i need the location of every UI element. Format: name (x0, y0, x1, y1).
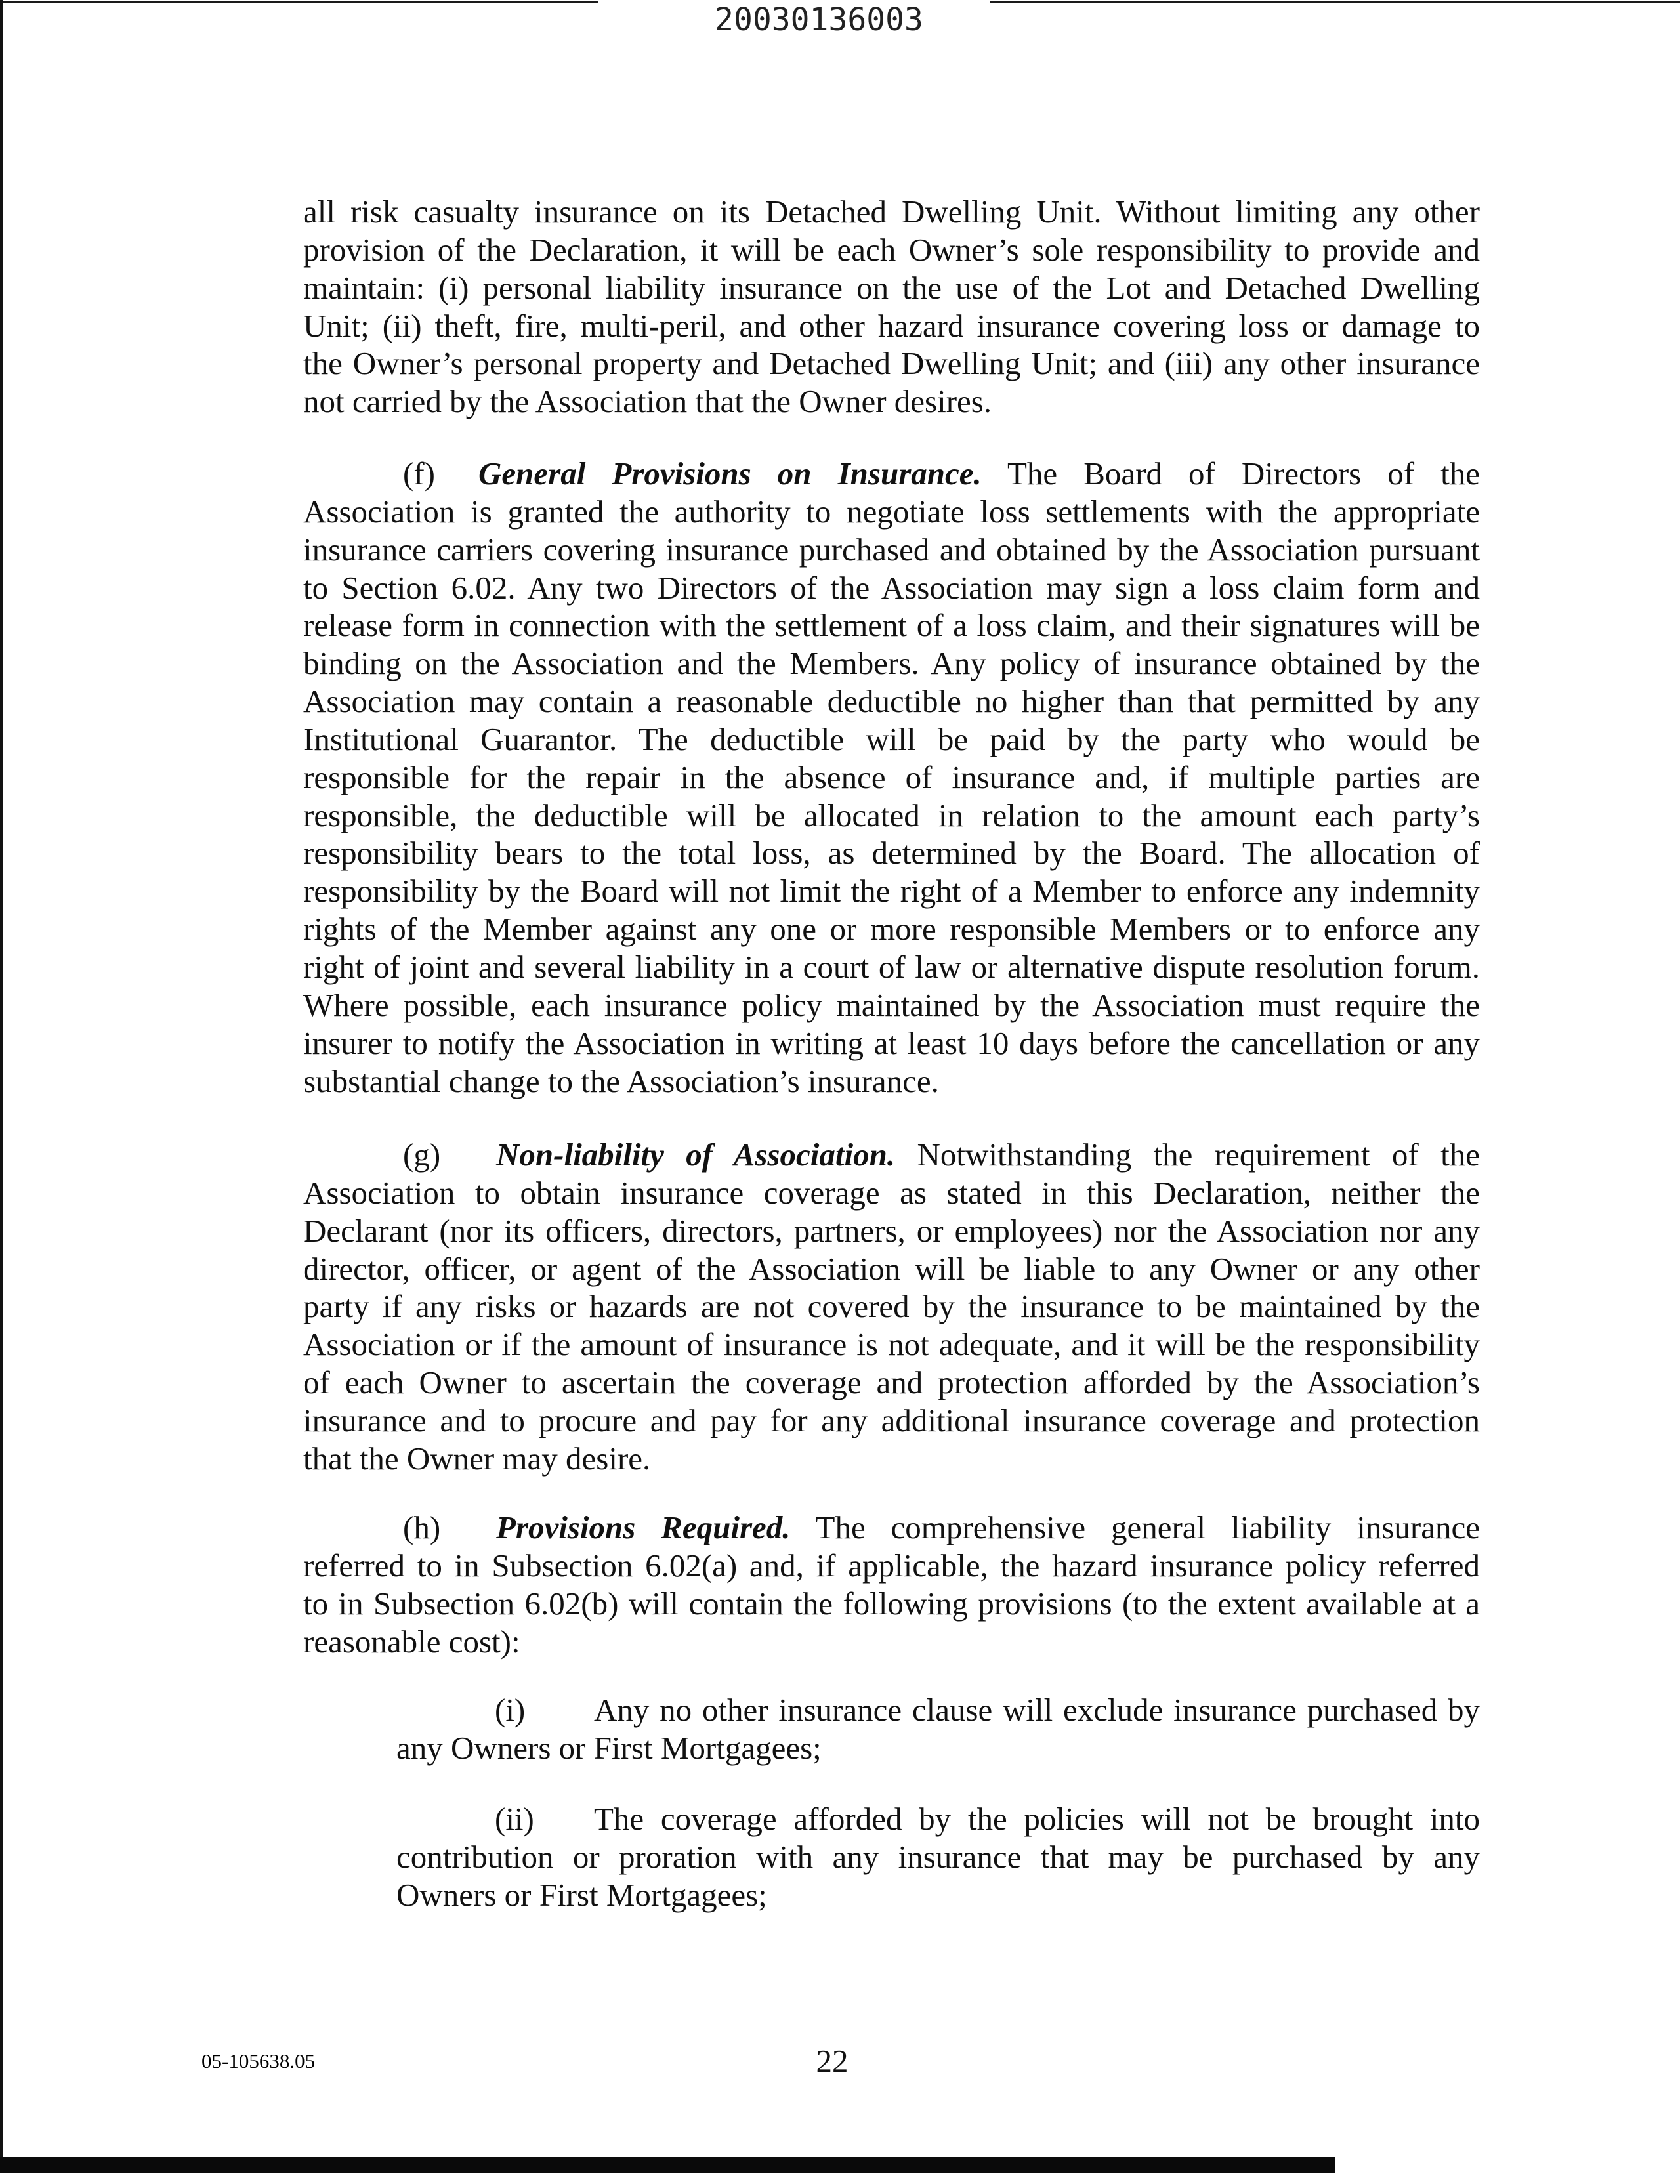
section-f-line: insurance carriers covering insurance purchased and obtained by the Association pursuant (303, 531, 1480, 568)
intro-line: the Owner’s personal property and Detached Dwelling Unit; and (iii) any other insurance (303, 345, 1480, 382)
section-g-line: Association or if the amount of insurance is not adequate, and it will be the responsibility (303, 1326, 1480, 1363)
intro-line: maintain: (i) personal liability insurance on the use of the Lot and Detached Dwelling (303, 269, 1480, 306)
section-g-first-line (303, 1136, 1480, 1174)
footer-document-id: 05-105638.05 (201, 2049, 316, 2072)
section-h-first-line-text: The comprehensive general liability insurance (815, 1509, 1480, 1545)
section-f-line: Institutional Guarantor. The deductible will be paid by the party who would be (303, 721, 1480, 757)
document-number: 20030136003 (715, 1, 923, 38)
intro-line: Unit; (ii) theft, fire, multi-peril, and other hazard insurance covering loss or damage to (303, 307, 1480, 344)
scan-bottom-bar (0, 2157, 1335, 2173)
section-g-line: that the Owner may desire. (303, 1440, 651, 1477)
item-i-first-line-text: Any no other insurance clause will exclude insurance purchased by (594, 1692, 1480, 1728)
item-ii-line: contribution or proration with any insurance that may be purchased by any (396, 1838, 1480, 1875)
section-h-heading: Provisions Required. (496, 1509, 791, 1545)
scan-edge-left (0, 0, 3, 2158)
section-g-line: Declarant (nor its officers, directors, partners, or employees) nor the Association nor any (303, 1212, 1480, 1249)
section-h-first-line (303, 1509, 1480, 1547)
top-rule-left (0, 1, 598, 3)
section-g-label: (g) (403, 1137, 441, 1173)
intro-line: all risk casualty insurance on its Detached Dwelling Unit. Without limiting any other (303, 194, 1480, 230)
item-i-paragraph (396, 1691, 1480, 1767)
item-i-label: (i) (495, 1692, 526, 1728)
section-h-line: reasonable cost): (303, 1623, 520, 1660)
item-i-line: any Owners or First Mortgagees; (396, 1729, 822, 1766)
section-g-heading: Non-liability of Association. (496, 1137, 896, 1173)
section-f-line: responsible, the deductible will be allocated in relation to the amount each party’s (303, 797, 1480, 833)
section-f-line: Association is granted the authority to negotiate loss settlements with the appropriate (303, 493, 1480, 530)
section-g-line: Association to obtain insurance coverage as stated in this Declaration, neither the (303, 1174, 1480, 1211)
intro-paragraph (303, 193, 1480, 421)
section-f-label: (f) (403, 455, 435, 492)
section-f-line: responsibility bears to the total loss, as determined by the Board. The allocation of (303, 835, 1480, 872)
section-h-label: (h) (403, 1509, 441, 1545)
item-i-first-line (396, 1691, 1480, 1729)
item-ii-first-line-text: The coverage afforded by the policies will not be brought into (594, 1801, 1480, 1837)
section-f-paragraph (303, 455, 1480, 1100)
section-h-line: referred to in Subsection 6.02(a) and, if applicable, the hazard insurance policy referred (303, 1547, 1480, 1584)
section-g-first-line-text: Notwithstanding the requirement of the (917, 1137, 1480, 1173)
section-f-line: responsibility by the Board will not limit the right of a Member to enforce any indemnity (303, 873, 1480, 910)
section-f-line: responsible for the repair in the absence of insurance and, if multiple parties are (303, 759, 1480, 795)
section-f-line: insurer to notify the Association in writing at least 10 days before the cancellation or any (303, 1024, 1480, 1061)
section-f-line: to Section 6.02. Any two Directors of the Association may sign a loss claim form and (303, 569, 1480, 606)
section-h-line: to in Subsection 6.02(b) will contain the following provisions (to the extent available at a (303, 1585, 1480, 1622)
section-g-line: director, officer, or agent of the Association will be liable to any Owner or any other (303, 1250, 1480, 1287)
item-ii-line: Owners or First Mortgagees; (396, 1876, 767, 1913)
section-f-first-line (303, 455, 1480, 493)
top-rule-right (990, 1, 1680, 3)
section-g-paragraph (303, 1136, 1480, 1478)
section-g-line: of each Owner to ascertain the coverage and protection afforded by the Association’s (303, 1364, 1480, 1401)
section-g-line: insurance and to procure and pay for any additional insurance coverage and protection (303, 1402, 1480, 1438)
section-h-paragraph (303, 1509, 1480, 1660)
intro-line: provision of the Declaration, it will be each Owner’s sole responsibility to provide and (303, 231, 1480, 268)
intro-line: not carried by the Association that the Owner desires. (303, 383, 992, 420)
section-f-line: Where possible, each insurance policy maintained by the Association must require the (303, 986, 1480, 1023)
section-f-heading: General Provisions on Insurance. (478, 455, 982, 492)
item-ii-first-line (396, 1800, 1480, 1838)
item-ii-label: (ii) (495, 1801, 534, 1837)
section-f-line: release form in connection with the settlement of a loss claim, and their signatures will be (303, 607, 1480, 644)
item-ii-paragraph (396, 1800, 1480, 1914)
section-f-line: rights of the Member against any one or more responsible Members or to enforce any (303, 911, 1480, 948)
section-f-line: right of joint and several liability in a court of law or alternative dispute resolution forum. (303, 948, 1480, 985)
section-f-line: substantial change to the Association’s insurance. (303, 1062, 939, 1099)
page-number: 22 (816, 2043, 849, 2079)
section-f-line: Association may contain a reasonable deductible no higher than that permitted by any (303, 683, 1480, 720)
section-f-line: binding on the Association and the Members. Any policy of insurance obtained by the (303, 645, 1480, 682)
section-g-line: party if any risks or hazards are not covered by the insurance to be maintained by the (303, 1288, 1480, 1325)
section-f-first-line-text: The Board of Directors of the (1007, 455, 1480, 492)
